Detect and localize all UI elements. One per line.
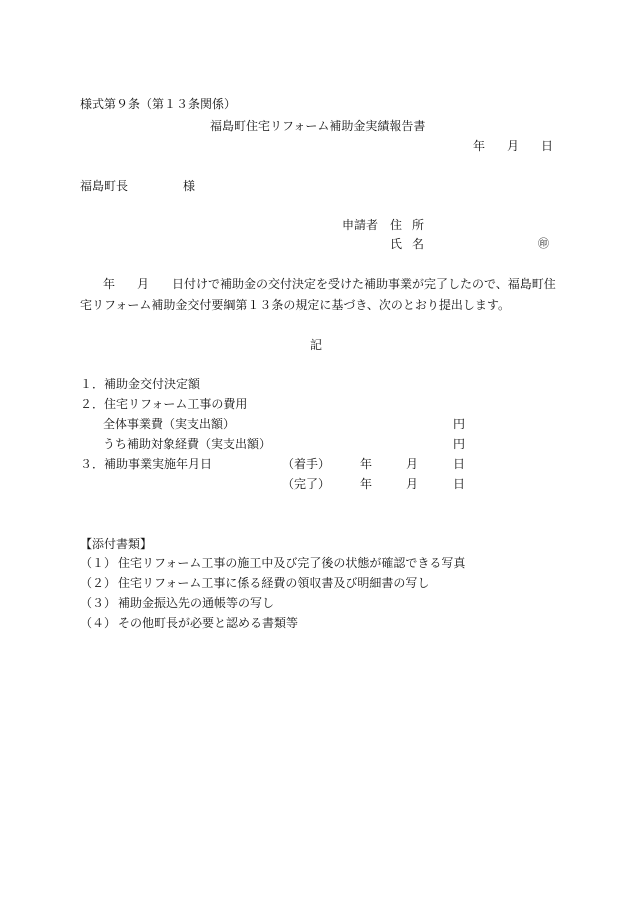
seal-mark: ㊞: [538, 237, 549, 250]
date-month-label: 月: [507, 139, 520, 153]
item-2b: うち補助対象経費（実支出額）: [103, 437, 272, 451]
item-2: ２．住宅リフォーム工事の費用: [80, 397, 248, 411]
attachment-text-3: 補助金振込先の通帳等の写し: [118, 596, 275, 610]
item-1: １．補助金交付決定額: [80, 377, 201, 391]
name-label-2: 名: [412, 237, 425, 251]
honorific-label: 様: [183, 179, 196, 193]
body-month-label: 月: [137, 277, 150, 291]
end-day-label: 日: [453, 477, 466, 491]
body-line-2: 宅リフォーム補助金交付要綱第１３条の規定に基づき、次のとおり提出します。: [80, 298, 510, 312]
ki-heading: 記: [310, 338, 323, 352]
address-label-2: 所: [412, 218, 425, 232]
body-line-1: 日付けで補助金の交付決定を受けた補助事業が完了したので、福島町住: [172, 277, 556, 291]
start-day-label: 日: [453, 457, 466, 471]
date-year-label: 年: [473, 139, 486, 153]
attachment-num-3: （３）: [80, 596, 117, 610]
attachment-num-2: （２）: [80, 576, 117, 590]
start-month-label: 月: [406, 457, 419, 471]
date-day-label: 日: [541, 139, 554, 153]
item-2b-yen: 円: [453, 437, 466, 451]
applicant-label: 申請者: [342, 218, 379, 232]
mayor-label: 福島町長: [80, 179, 129, 193]
end-month-label: 月: [406, 477, 419, 491]
end-year-label: 年: [360, 477, 373, 491]
end-label: （完了）: [282, 477, 331, 491]
name-label-1: 氏: [390, 237, 403, 251]
start-year-label: 年: [360, 457, 373, 471]
item-2a-yen: 円: [453, 417, 466, 431]
attachment-text-2: 住宅リフォーム工事に係る経費の領収書及び明細書の写し: [118, 576, 430, 590]
attachment-num-1: （１）: [80, 556, 117, 570]
document-title: 福島町住宅リフォーム補助金実績報告書: [210, 119, 426, 133]
start-label: （着手）: [282, 457, 331, 471]
attachment-text-1: 住宅リフォーム工事の施工中及び完了後の状態が確認できる写真: [118, 556, 466, 570]
form-label: 様式第９条（第１３条関係）: [80, 97, 237, 111]
address-label-1: 住: [390, 218, 403, 232]
attachments-heading: 【添付書類】: [80, 537, 153, 551]
item-2a: 全体事業費（実支出額）: [103, 417, 236, 431]
attachment-text-4: その他町長が必要と認める書類等: [118, 616, 299, 630]
item-3: ３．補助事業実施年月日: [80, 457, 213, 471]
attachment-num-4: （４）: [80, 616, 117, 630]
body-year-label: 年: [103, 277, 116, 291]
